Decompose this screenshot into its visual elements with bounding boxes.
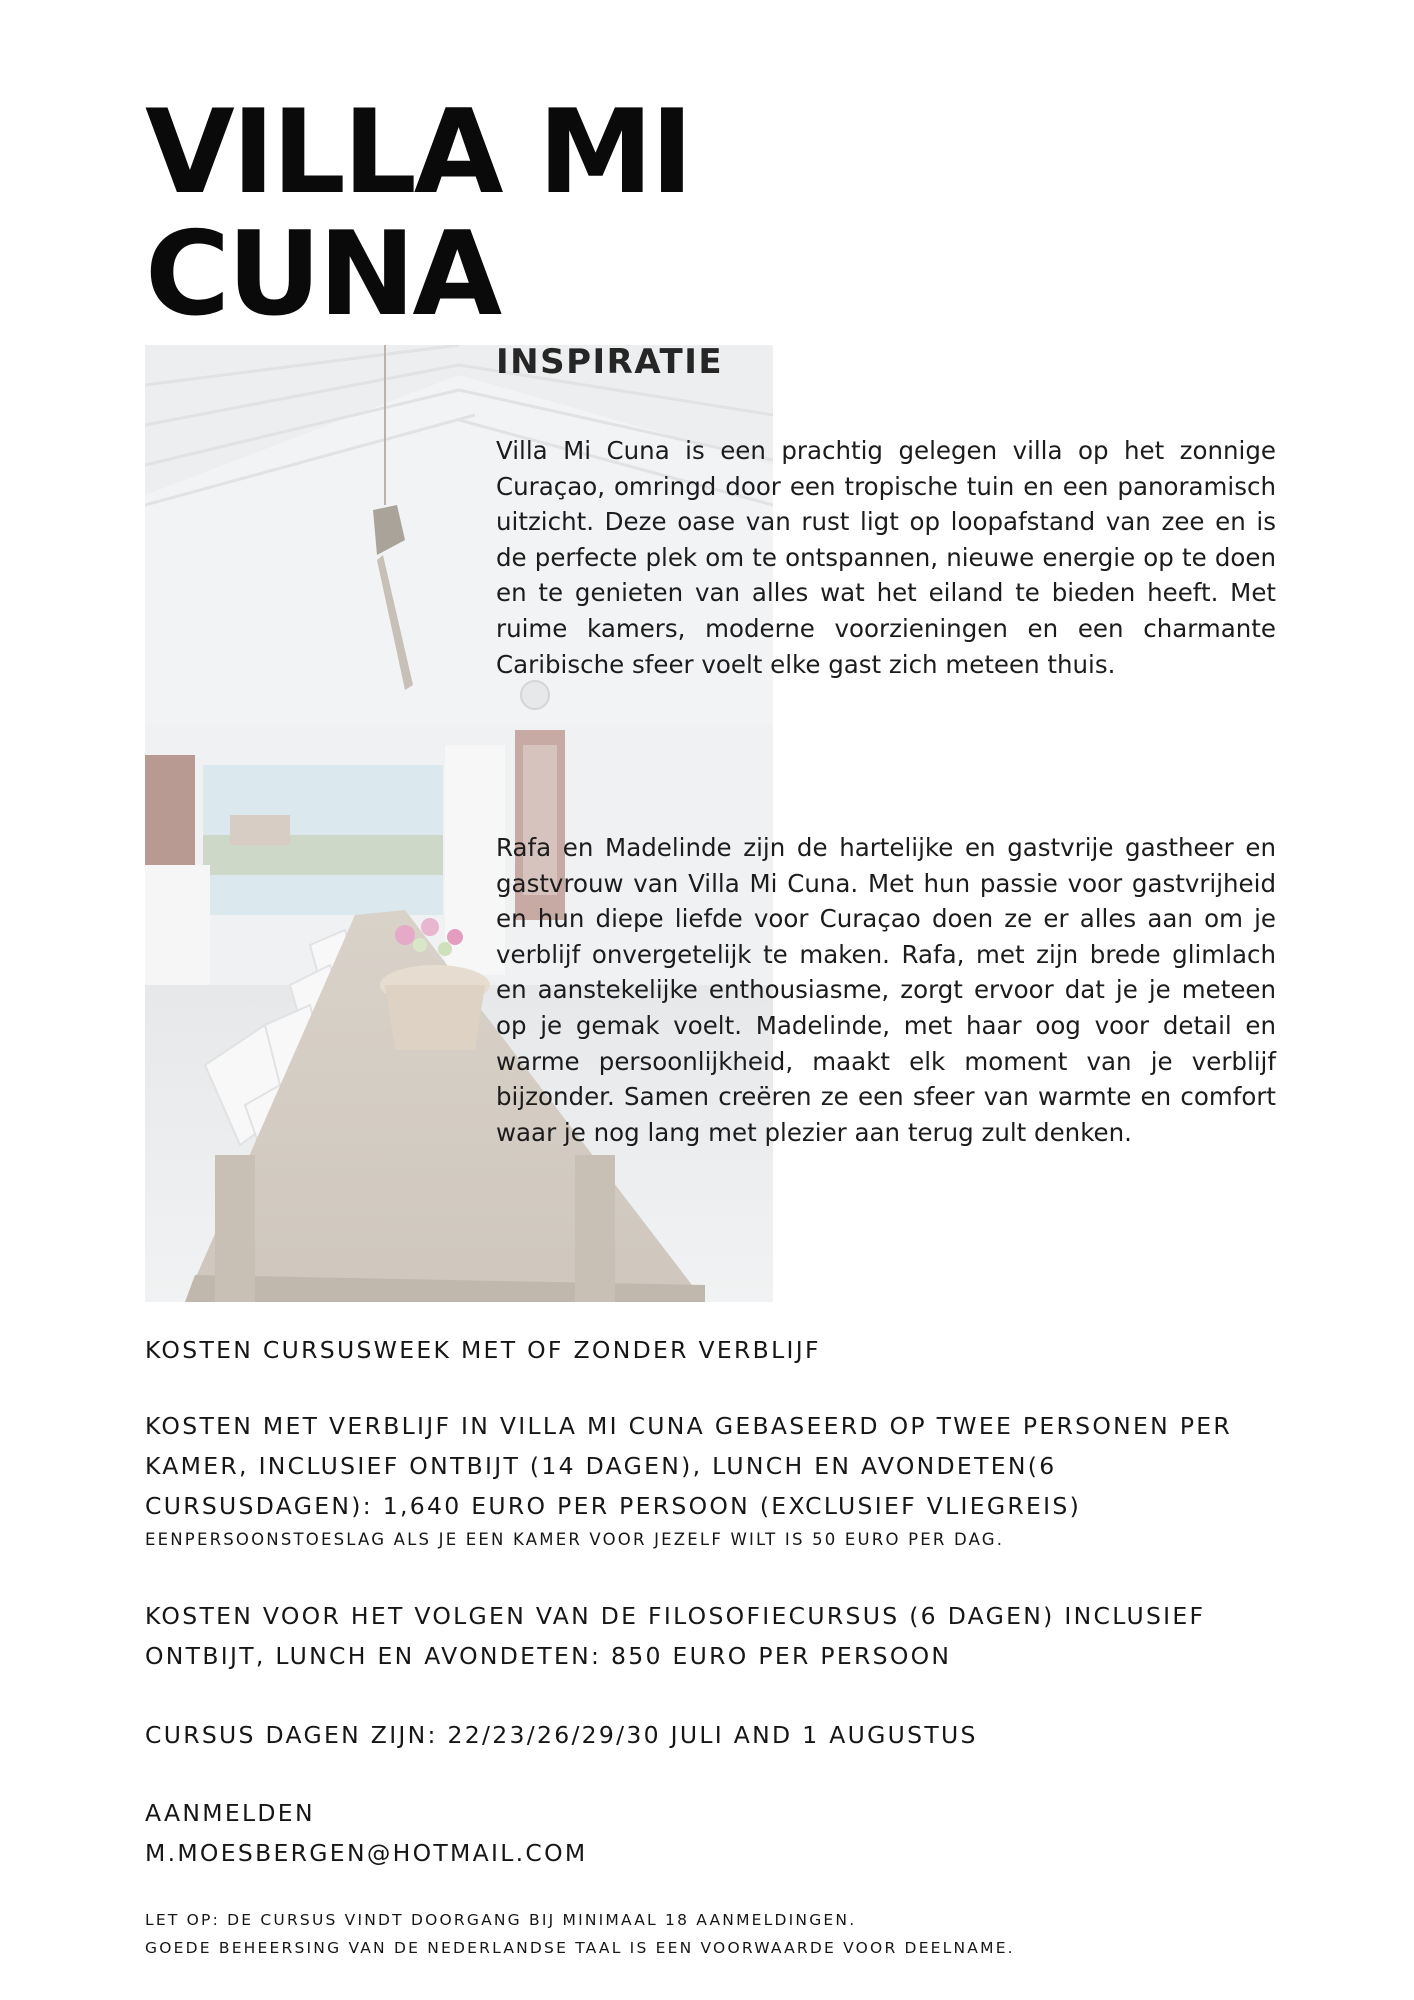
section-heading-inspiratie: INSPIRATIE: [496, 342, 724, 382]
course-costs-text: KOSTEN VOOR HET VOLGEN VAN DE FILOSOFIECURSUS (6 DAGEN) INCLUSIEF ONTBIJT, LUNCH EN AVONDETEN: 850 EURO PER PERSOON: [145, 1602, 1206, 1670]
minimum-registrations-note: LET OP: DE CURSUS VINDT DOORGANG BIJ MINIMAAL 18 AANMELDINGEN.: [145, 1911, 857, 1929]
costs-heading: KOSTEN CURSUSWEEK MET OF ZONDER VERBLIJF: [145, 1336, 821, 1364]
single-supplement-text: EENPERSOONSTOESLAG ALS JE EEN KAMER VOOR JEZELF WILT IS 50 EURO PER DAG.: [145, 1530, 1005, 1549]
signup-email[interactable]: M.MOESBERGEN@HOTMAIL.COM: [145, 1839, 588, 1867]
villa-title: [145, 85, 691, 342]
hosts-description-paragraph: Rafa en Madelinde zijn de hartelijke en gastvrije gastheer en gastvrouw van Villa Mi Cuna. Met hun passie voor gastvrijheid en hun diepe liefde voor Curaçao doen ze er alles aan om je verblijf onvergetelijk te maken. Rafa, met zijn brede glimlach en aanstekelijke enthousiasme, zorgt ervoor dat je je meteen op je gemak voelt. Madelinde, met haar oog voor detail en warme persoonlijkheid, maakt elk moment van je verblijf bijzonder. Samen creëren ze een sfeer van warmte en comfort waar je nog lang met plezier aan terug zult denken.: [496, 833, 1276, 1147]
villa-description-paragraph: Villa Mi Cuna is een prachtig gelegen villa op het zonnige Curaçao, omringd door een tropische tuin en een panoramisch uitzicht. Deze oase van rust ligt op loopafstand van zee en is de perfecte plek om te ontspannen, nieuwe energie op te doen en te genieten van alles wat het eiland te bieden heeft. Met ruime kamers, moderne voorzieningen en een charmante Caribische sfeer voelt elke gast zich meteen thuis.: [496, 436, 1276, 679]
stay-costs-text: KOSTEN MET VERBLIJF IN VILLA MI CUNA GEBASEERD OP TWEE PERSONEN PER KAMER, INCLUSIEF ONTBIJT (14 DAGEN), LUNCH EN AVONDETEN(6 CURSUSDAGEN): 1,640 EURO PER PERSOON (EXCLUSIEF VLIEGREIS): [145, 1412, 1233, 1520]
language-requirement-note: GOEDE BEHEERSING VAN DE NEDERLANDSE TAAL IS EEN VOORWAARDE VOOR DEELNAME.: [145, 1939, 1015, 1957]
villa-title-line-1: VILLA MI: [145, 85, 691, 220]
course-days-text: CURSUS DAGEN ZIJN: 22/23/26/29/30 JULI AND 1 AUGUSTUS: [145, 1721, 978, 1749]
signup-label: AANMELDEN: [145, 1799, 315, 1827]
villa-title-line-2: CUNA: [145, 207, 500, 342]
